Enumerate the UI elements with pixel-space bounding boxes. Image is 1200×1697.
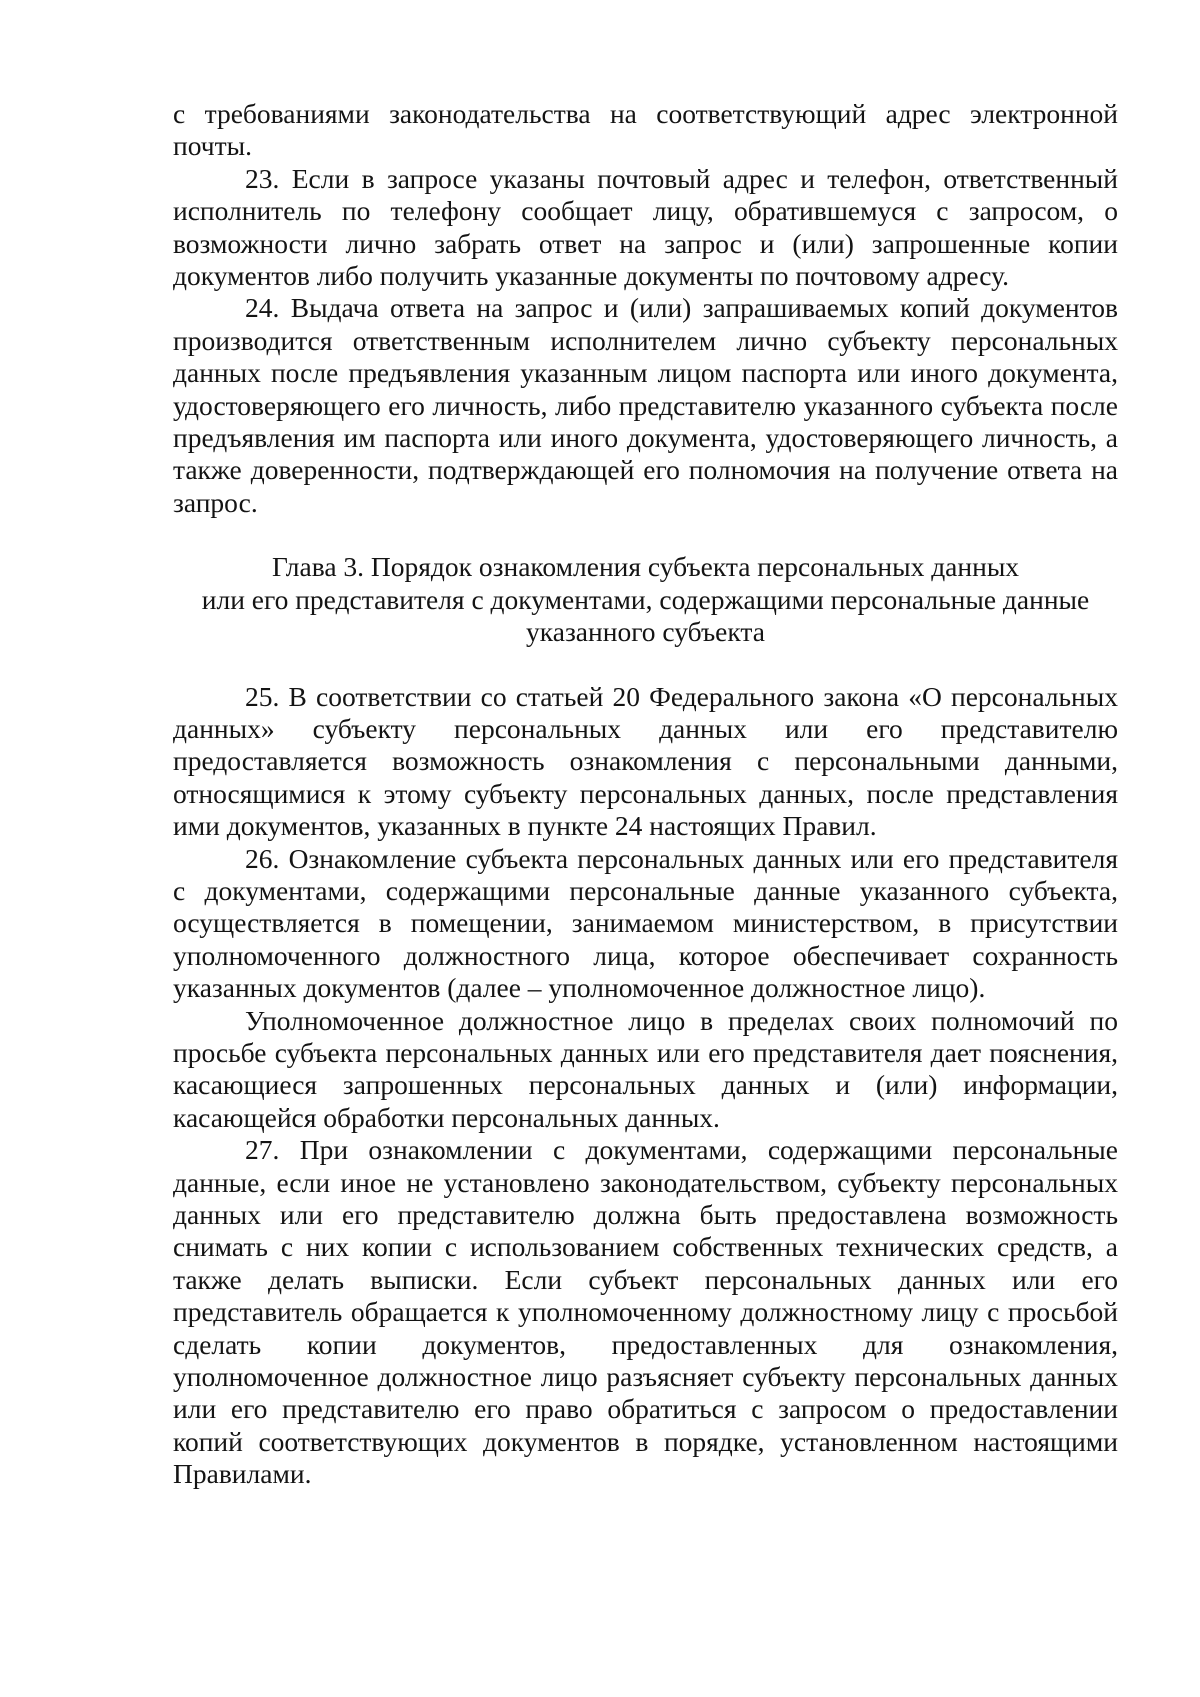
- paragraph-24: 24. Выдача ответа на запрос и (или) запрашиваемых копий документов производится ответственным исполнителем лично субъекту персональных данных после предъявления указанным лицом паспорта или иного документа, удостоверяющего его личность, либо представителю указанного субъекта после предъявления им паспорта или иного документа, удостоверяющего личность, а также доверенности, подтверждающей его полномочия на получение ответа на запрос.: [173, 292, 1118, 518]
- chapter-heading-line-2: или его представителя с документами, содержащими персональные данные: [201, 583, 1090, 615]
- paragraph-23: 23. Если в запросе указаны почтовый адрес и телефон, ответственный исполнитель по телефону сообщает лицу, обратившемуся с запросом, о возможности лично забрать ответ на запрос и (или) запрошенные копии документов либо получить указанные документы по почтовому адресу.: [173, 162, 1118, 292]
- paragraph-continuation: с требованиями законодательства на соответствующий адрес электронной почты.: [173, 98, 1118, 162]
- section-spacer: [173, 519, 1118, 551]
- paragraph-25: 25. В соответствии со статьей 20 Федерального закона «О персональных данных» субъекту персональных данных или его представителю предоставляется возможность ознакомления с персональными данными, относящимися к этому субъекту персональных данных, после представления ими документов, указанных в пункте 24 настоящих Правил.: [173, 680, 1118, 842]
- paragraph-27: 27. При ознакомлении с документами, содержащими персональные данные, если иное не установлено законодательством, субъекту персональных данных или его представителю должна быть предоставлена возможность снимать с них копии с использованием собственных технических средств, а также делать выписки. Если субъект персональных данных или его представитель обращается к уполномоченному должностному лицу с просьбой сделать копии документов, предоставленных для ознакомления, уполномоченное должностное лицо разъясняет субъекту персональных данных или его представителю его право обратиться с запросом о предоставлении копий соответствующих документов в порядке, установленном настоящими Правилами.: [173, 1134, 1118, 1490]
- document-body: [173, 98, 1118, 1491]
- chapter-heading-line-1: Глава 3. Порядок ознакомления субъекта персональных данных: [271, 551, 1020, 583]
- chapter-heading-line-3: указанного субъекта: [526, 616, 765, 648]
- paragraph-26: 26. Ознакомление субъекта персональных данных или его представителя с документами, содержащими персональные данные указанного субъекта, осуществляется в помещении, занимаемом министерством, в присутствии уполномоченного должностного лица, которое обеспечивает сохранность указанных документов (далее – уполномоченное должностное лицо).: [173, 842, 1118, 1004]
- paragraph-26-continued: Уполномоченное должностное лицо в пределах своих полномочий по просьбе субъекта персональных данных или его представителя дает пояснения, касающиеся запрошенных персональных данных и (или) информации, касающейся обработки персональных данных.: [173, 1004, 1118, 1133]
- section-spacer: [173, 649, 1118, 681]
- chapter-heading: [173, 551, 1118, 648]
